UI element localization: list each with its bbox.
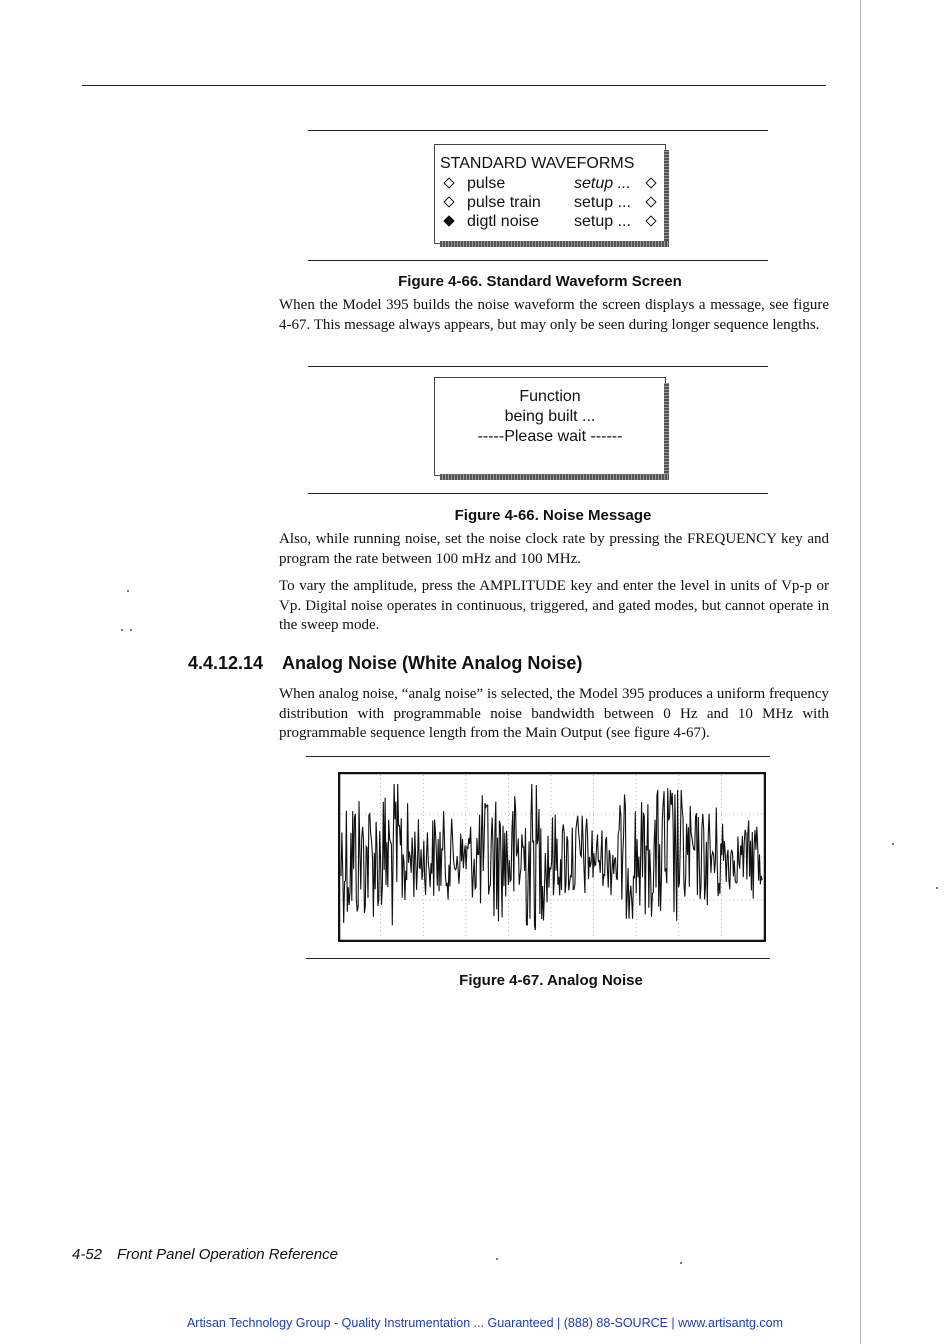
figure-caption: Figure 4-67. Analog Noise	[459, 972, 643, 989]
screen-shadow	[664, 150, 669, 247]
selected-diamond-icon	[443, 215, 454, 226]
message-line: being built ...	[504, 408, 596, 425]
menu-item-setup: setup ...	[574, 213, 631, 230]
message-line: Function	[519, 388, 581, 405]
menu-item-label: digtl noise	[467, 213, 540, 230]
body-paragraph: To vary the amplitude, press the AMPLITUDE key and enter the level in units of Vp-p or Vp. Digital noise operates in continuous, triggered, and gated modes, but cannot operate in the sweep mode.	[279, 578, 829, 633]
menu-item-setup: setup ...	[574, 194, 631, 211]
watermark-banner: Artisan Technology Group - Quality Instrumentation ... Guaranteed | (888) 88-SOURCE | www.artisantg.com	[186, 1316, 784, 1330]
analog-noise-waveform	[338, 772, 766, 942]
scan-speck	[121, 629, 123, 631]
setup-diamond-icon	[645, 215, 656, 226]
screen-title-text: STANDARD WAVEFORMS	[440, 155, 635, 172]
setup-diamond-icon	[645, 196, 656, 207]
menu-item-pulse	[441, 174, 659, 193]
menu-item-digtl-noise	[441, 212, 659, 231]
section-number: 4.4.12.14	[188, 653, 264, 673]
menu-item-setup: setup ...	[574, 175, 631, 192]
figure-caption: Figure 4-66. Standard Waveform Screen	[398, 273, 682, 290]
setup-diamond-icon	[645, 177, 656, 188]
header-rule	[82, 85, 826, 86]
running-footer: Front Panel Operation Reference	[117, 1246, 338, 1263]
page-number: 4-52	[72, 1246, 103, 1263]
body-paragraph: When the Model 395 builds the noise waveform the screen displays a message, see figure 4-67. This message always appears, but may only be seen during longer sequence lengths.	[279, 297, 829, 333]
menu-item-pulse-train	[441, 193, 659, 212]
scan-speck	[496, 1258, 498, 1260]
screen-shadow	[440, 474, 669, 480]
figure-rule-bottom	[306, 958, 770, 959]
section-title: Analog Noise (White Analog Noise)	[282, 653, 583, 673]
figure-caption: Figure 4-66. Noise Message	[454, 507, 652, 524]
menu-item-label: pulse train	[467, 194, 541, 211]
screen-shadow	[440, 241, 669, 247]
unselected-diamond-icon	[443, 196, 454, 207]
scan-speck	[892, 843, 894, 845]
figure-rule-bottom	[308, 260, 768, 261]
standard-waveforms-screen	[434, 144, 666, 244]
scan-speck	[130, 629, 132, 631]
screen-shadow	[664, 383, 669, 479]
unselected-diamond-icon	[443, 177, 454, 188]
menu-item-label: pulse	[467, 175, 506, 192]
body-paragraph: Also, while running noise, set the noise clock rate by pressing the FREQUENCY key and program the rate between 100 mHz and 100 MHz.	[279, 531, 829, 567]
figure-rule-top	[306, 756, 770, 757]
scan-speck	[680, 1262, 682, 1264]
scan-speck	[127, 590, 129, 592]
body-paragraph: When analog noise, “analg noise” is selected, the Model 395 produces a uniform frequency distribution with programmable noise bandwidth between 0 Hz and 10 MHz with programmable sequence length from the Main Output (see figure 4-67).	[279, 686, 829, 741]
noise-message-screen	[434, 377, 666, 476]
scan-speck	[936, 887, 938, 889]
figure-rule-top	[308, 130, 768, 131]
figure-rule-top	[308, 366, 768, 367]
scan-edge	[860, 0, 861, 1344]
message-line: -----Please wait ------	[477, 428, 623, 445]
figure-rule-bottom	[308, 493, 768, 494]
screen-title	[440, 154, 659, 173]
